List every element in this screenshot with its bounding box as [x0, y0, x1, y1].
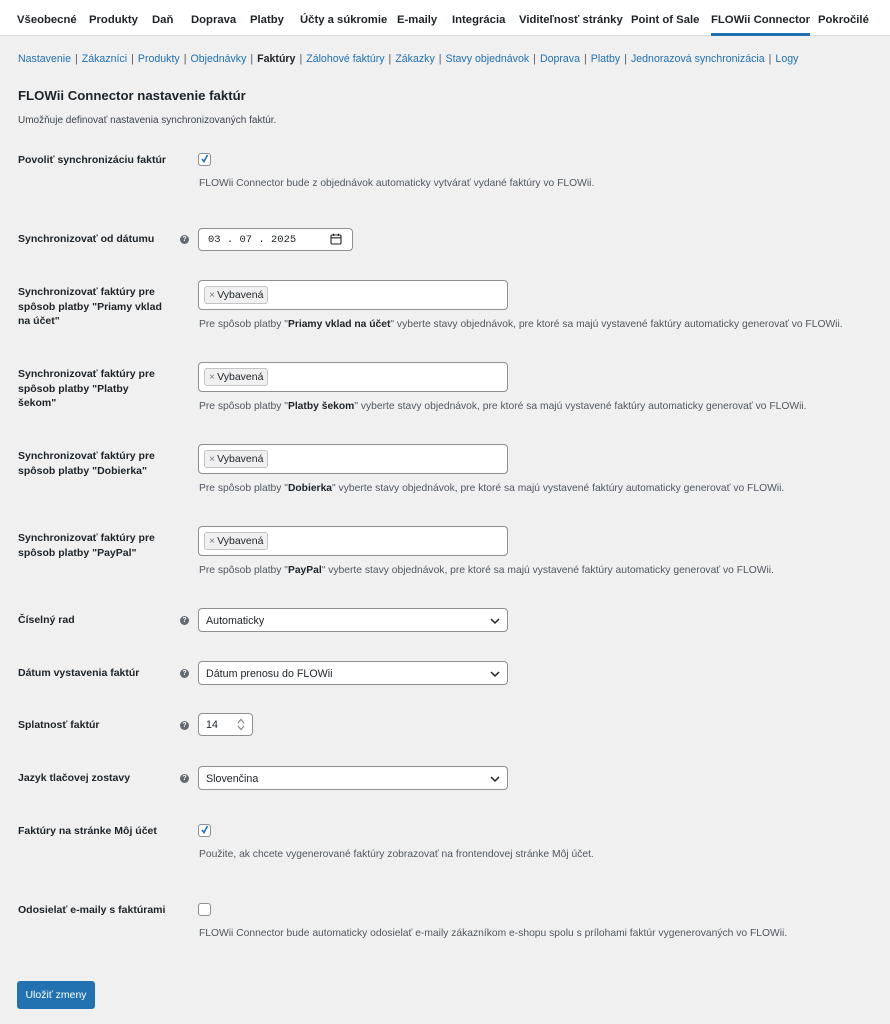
- method-paypal-description: Pre spôsob platby "PayPal" vyberte stavy objednávok, pre ktoré sa majú vystavené faktúry automaticky generovať vo FLOWii.: [199, 565, 774, 576]
- save-changes-button[interactable]: Uložiť zmeny: [17, 981, 95, 1009]
- method-paypal-label: Synchronizovať faktúry pre spôsob platby "PayPal": [18, 532, 155, 559]
- checkmark-icon: [201, 154, 208, 164]
- chevron-down-icon: [490, 616, 500, 626]
- tab-point-of-sale[interactable]: Point of Sale: [631, 14, 700, 26]
- method-cheque-status-select[interactable]: [198, 362, 508, 392]
- status-tag: × Vybavená: [204, 450, 268, 468]
- tab-platby[interactable]: Platby: [250, 14, 284, 26]
- help-icon[interactable]: ?: [180, 616, 189, 625]
- send-emails-checkbox[interactable]: [198, 903, 211, 916]
- tab-doprava[interactable]: Doprava: [191, 14, 237, 26]
- checkmark-icon: [201, 825, 208, 835]
- subnav-zakazky[interactable]: Zákazky: [395, 53, 435, 65]
- subnav-jednorazova-synchronizacia[interactable]: Jednorazová synchronizácia: [630, 53, 765, 65]
- tab-ucty-a-sukromie[interactable]: Účty a súkromie: [300, 14, 388, 26]
- print-language-label: Jazyk tlačovej zostavy: [18, 772, 131, 784]
- method-cheque-description: Pre spôsob platby "Platby šekom" vyberte stavy objednávok, pre ktoré sa majú vystavené faktúry automaticky generovať vo FLOWii.: [199, 401, 807, 412]
- tab-produkty[interactable]: Produkty: [89, 14, 138, 26]
- sync-from-date-input[interactable]: [198, 228, 353, 251]
- subnav-doprava[interactable]: Doprava: [539, 53, 580, 65]
- status-tag: × Vybavená: [204, 532, 268, 550]
- send-emails-description: FLOWii Connector bude automaticky odosielať e-maily zákazníkom e-shopu spolu s prílohami faktúr vygenerovaných vo FLOWii.: [199, 928, 788, 939]
- page-title: FLOWii Connector nastavenie faktúr: [18, 88, 246, 103]
- subnav-objednavky[interactable]: Objednávky: [190, 53, 247, 65]
- chevron-down-icon: [490, 669, 500, 679]
- issue-date-select[interactable]: Dátum prenosu do FLOWii: [198, 661, 508, 685]
- enable-sync-description: FLOWii Connector bude z objednávok automaticky vytvárať vydané faktúry vo FLOWii.: [199, 178, 595, 189]
- print-language-select[interactable]: Slovenčina: [198, 766, 508, 790]
- subnav-nastavenie[interactable]: Nastavenie: [18, 53, 71, 65]
- status-tag: × Vybavená: [204, 368, 268, 386]
- help-icon[interactable]: ?: [180, 774, 189, 783]
- status-tag: × Vybavená: [204, 286, 268, 304]
- remove-tag-icon[interactable]: ×: [209, 371, 216, 383]
- enable-sync-label: Povoliť synchronizáciu faktúr: [18, 154, 166, 166]
- remove-tag-icon[interactable]: ×: [209, 535, 216, 547]
- my-account-checkbox[interactable]: [198, 824, 211, 837]
- subnav-zakaznici[interactable]: Zákazníci: [81, 53, 128, 65]
- tab-vseobecne[interactable]: Všeobecné: [17, 14, 77, 26]
- my-account-label: Faktúry na stránke Môj účet: [18, 825, 157, 837]
- sync-from-label: Synchronizovať od dátumu: [18, 233, 155, 245]
- tab-dan[interactable]: Daň: [152, 14, 174, 26]
- tab-pokrocile[interactable]: Pokročilé: [818, 14, 869, 26]
- tab-flowii-connector[interactable]: FLOWii Connector: [711, 0, 810, 36]
- sub-navigation: Nastavenie | Zákazníci | Produkty | Objednávky | Faktúry | Zálohové faktúry | Zákazky | Stavy objednávok | Doprava | Platby | Jednorazová synchronizácia | Logy: [18, 53, 799, 65]
- enable-sync-checkbox[interactable]: [198, 153, 211, 166]
- chevron-down-icon: [490, 774, 500, 784]
- issue-date-label: Dátum vystavenia faktúr: [18, 667, 140, 679]
- method-bank-label: Synchronizovať faktúry pre spôsob platby "Priamy vklad na účet": [18, 286, 162, 327]
- sync-from-value: 03 . 07 . 2025: [208, 234, 297, 246]
- page-intro: Umožňuje definovať nastavenia synchronizovaných faktúr.: [18, 115, 277, 126]
- subnav-faktury: Faktúry: [257, 53, 296, 65]
- method-paypal-status-select[interactable]: [198, 526, 508, 556]
- help-icon[interactable]: ?: [180, 235, 189, 244]
- settings-tabs: [0, 0, 890, 36]
- my-account-description: Použite, ak chcete vygenerované faktúry zobrazovať na frontendovej stránke Môj účet.: [199, 849, 594, 860]
- subnav-zalohove-faktury[interactable]: Zálohové faktúry: [306, 53, 385, 65]
- remove-tag-icon[interactable]: ×: [209, 289, 216, 301]
- number-series-select[interactable]: Automaticky: [198, 608, 508, 632]
- number-series-label: Číselný rad: [18, 614, 75, 626]
- subnav-platby[interactable]: Platby: [590, 53, 621, 65]
- method-cheque-label: Synchronizovať faktúry pre spôsob platby "Platby šekom": [18, 368, 155, 409]
- tab-integracia[interactable]: Integrácia: [452, 14, 506, 26]
- send-emails-label: Odosielať e-maily s faktúrami: [18, 904, 166, 916]
- tab-e-maily[interactable]: E-maily: [397, 14, 438, 26]
- calendar-icon[interactable]: [330, 233, 342, 245]
- method-cod-label: Synchronizovať faktúry pre spôsob platby "Dobierka": [18, 450, 155, 477]
- due-days-number-input[interactable]: 14: [198, 713, 253, 736]
- method-bank-description: Pre spôsob platby "Priamy vklad na účet" vyberte stavy objednávok, pre ktoré sa majú vystavené faktúry automaticky generovať vo FLOWii.: [199, 319, 843, 330]
- subnav-stavy-objednavok[interactable]: Stavy objednávok: [445, 53, 530, 65]
- subnav-produkty[interactable]: Produkty: [137, 53, 180, 65]
- remove-tag-icon[interactable]: ×: [209, 453, 216, 465]
- number-spinner-icon[interactable]: [236, 717, 246, 732]
- help-icon[interactable]: ?: [180, 721, 189, 730]
- method-cod-description: Pre spôsob platby "Dobierka" vyberte stavy objednávok, pre ktoré sa majú vystavené faktúry automaticky generovať vo FLOWii.: [199, 483, 785, 494]
- method-bank-status-select[interactable]: [198, 280, 508, 310]
- tab-viditelnost-stranky[interactable]: Viditeľnosť stránky: [519, 14, 623, 26]
- subnav-logy[interactable]: Logy: [775, 53, 799, 65]
- help-icon[interactable]: ?: [180, 669, 189, 678]
- method-cod-status-select[interactable]: [198, 444, 508, 474]
- due-days-label: Splatnosť faktúr: [18, 719, 100, 731]
